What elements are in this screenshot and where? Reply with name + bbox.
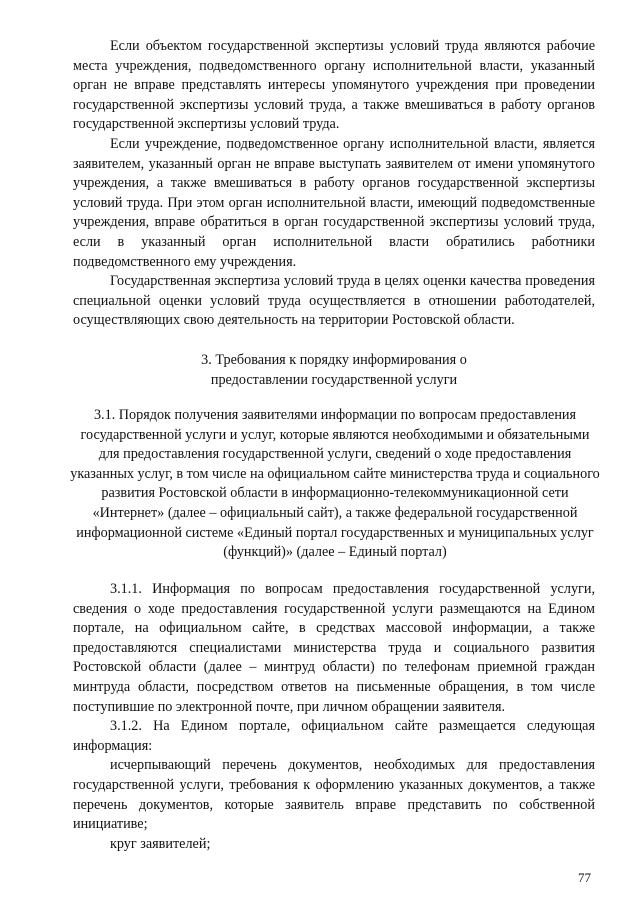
intro-paragraphs [73,37,595,331]
paragraph: Государственная экспертиза условий труда в целях оценки качества проведения специальной оценки условий труда осуществляется в отношении работодателей, осуществляющих свою деятельность на территории Ростовской области. [73,273,595,329]
subsection-heading-text: 3.1. Порядок получения заявителями информации по вопросам предоставления государственной услуги и услуг, которые являются необходимыми и обязательными для предоставления государственной услуги, сведений о ходе предоставления указанных услуг, в том числе на официальном сайте министерства труда и социального развития Ростовской области в информационно-телекоммуникационной сети «Интернет» (далее – официальный сайт), а также федеральной государственной информационной системе «Единый портал государственных и муниципальных услуг (функций)» (далее – Единый портал) [70,407,600,561]
subsection-heading [70,406,600,563]
paragraph: 3.1.1. Информация по вопросам предоставления государственной услуги, сведения о ходе предоставления государственной услуги размещаются на Едином портале, на официальном сайте, в средствах массовой информации, а также предоставляются специалистами министерства труда и социального развития Ростовской области (далее – минтруд области) по телефонам приемной граждан минтруда области, посредством ответов на письменные обращения, в том числе поступившие по электронной почте, при личном обращении заявителя. [73,581,595,715]
paragraph: круг заявителей; [110,835,211,852]
paragraph: 3.1.2. На Едином портале, официальном сайте размещается следующая информация: [73,718,595,754]
page-number: 77 [578,870,591,885]
body-paragraphs [73,580,595,854]
paragraph: Если объектом государственной экспертизы условий труда являются рабочие места учреждения, подведомственного органу исполнительной власти, указанный орган не вправе представлять интересы упомянутого учреждения при проведении государственной экспертизы условий труда, а также вмешиваться в работу органов государственной экспертизы условий труда. [73,38,595,133]
section-heading-line: 3. Требования к порядку информирования о [201,352,467,368]
section-heading-line: предоставлении государственной услуги [210,371,458,388]
section-heading [73,351,595,390]
paragraph: Если учреждение, подведомственное органу исполнительной власти, является заявителем, указанный орган не вправе выступать заявителем от имени упомянутого учреждения, а также вмешиваться в работу органов государственной экспертизы условий труда. При этом орган исполнительной власти, имеющий подведомственные учреждения, вправе обратиться в орган государственной экспертизы условий труда, если в указанный орган исполнительной власти обратились работники подведомственного ему учреждения. [73,135,595,270]
paragraph: исчерпывающий перечень документов, необходимых для предоставления государственной услуги, требования к оформлению указанных документов, а также перечень документов, которые заявитель вправе представить по собственной инициативе; [73,757,595,833]
